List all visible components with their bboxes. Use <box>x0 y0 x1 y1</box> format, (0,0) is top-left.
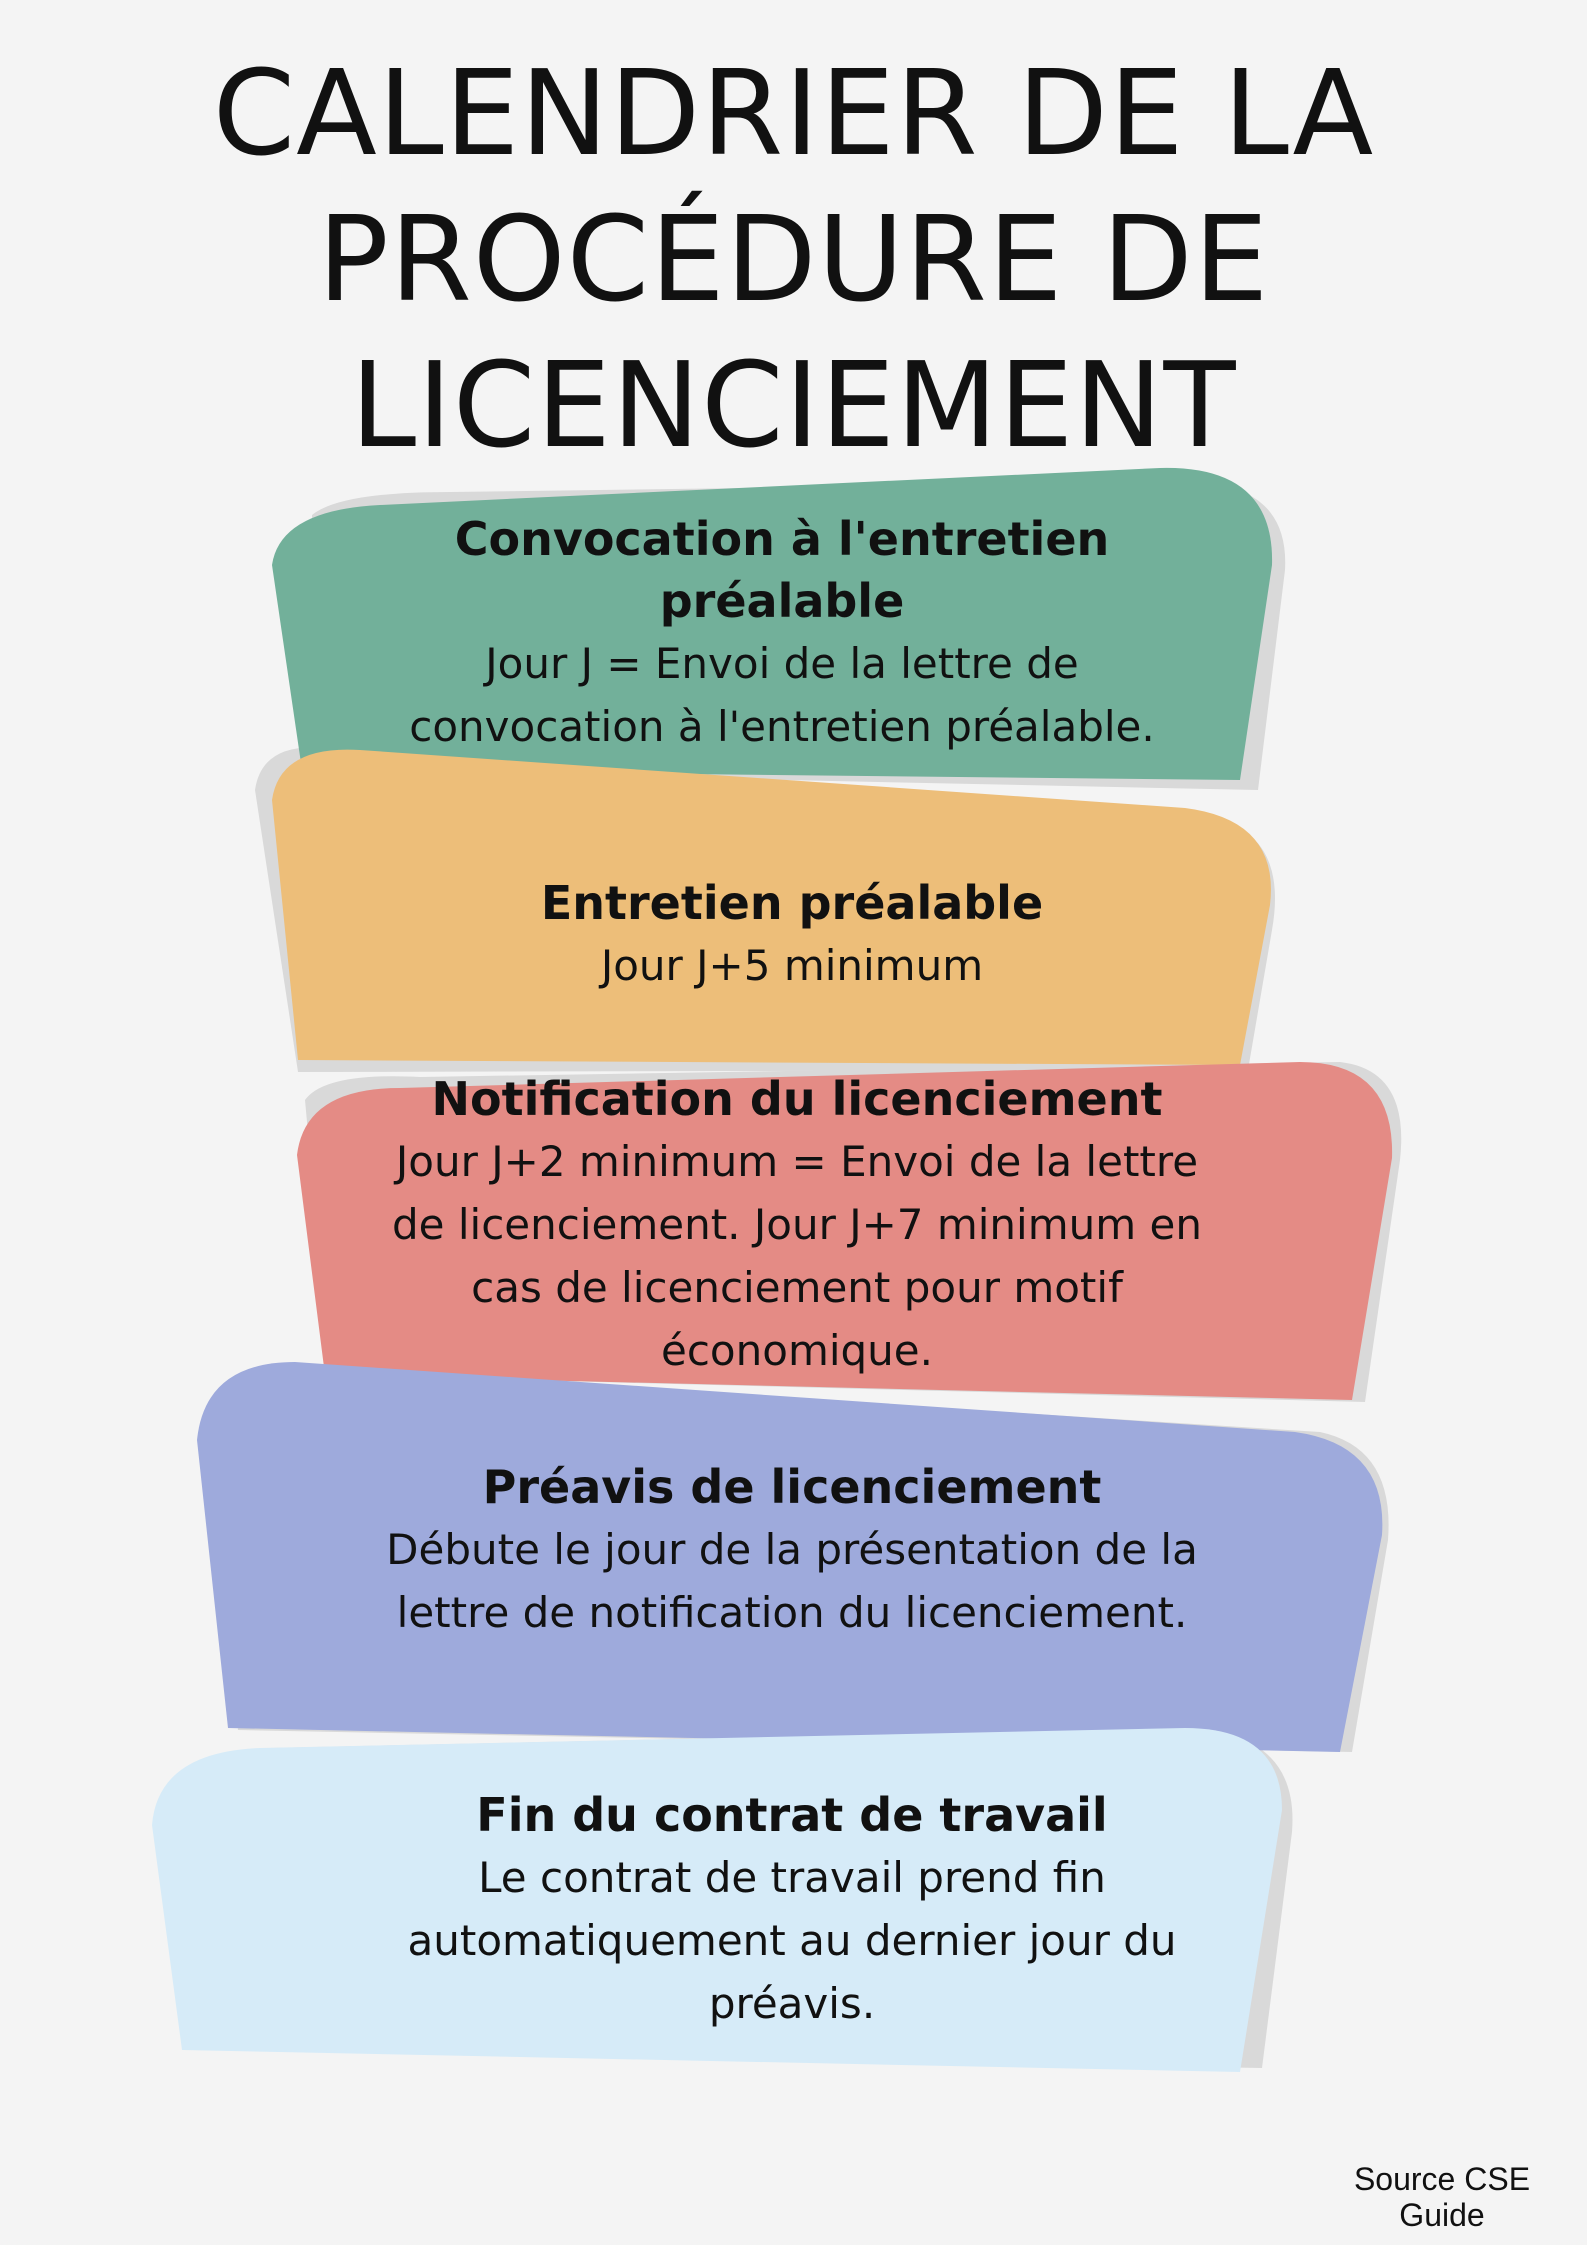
step-2-body: Jour J+5 minimum <box>600 941 984 990</box>
title-line-3: LICENCIEMENT <box>350 336 1237 474</box>
step-5-body: Le contrat de travail prend fin automatiquement au dernier jour du préavis. <box>407 1853 1177 2028</box>
title-line-2: PROCÉDURE DE <box>317 190 1270 328</box>
step-2-title: Entretien préalable <box>540 876 1044 930</box>
step-1-body: Jour J = Envoi de la lettre de convocation à l'entretien préalable. <box>409 639 1155 751</box>
step-1-title: Convocation à l'entretien préalable <box>454 512 1110 628</box>
step-4-body: Débute le jour de la présentation de la lettre de notification du licenciement. <box>386 1525 1198 1637</box>
step-5 <box>392 1784 1192 2035</box>
step-3 <box>372 1068 1222 1382</box>
title-line-1: CALENDRIER DE LA <box>212 44 1375 182</box>
step-4-title: Préavis de licenciement <box>482 1460 1102 1514</box>
step-3-body: Jour J+2 minimum = Envoi de la lettre de licenciement. Jour J+7 minimum en cas de licenciement pour motif économique. <box>392 1137 1202 1375</box>
step-2 <box>392 872 1192 997</box>
step-4 <box>372 1456 1212 1644</box>
step-3-title: Notification du licenciement <box>431 1072 1163 1126</box>
step-5-title: Fin du contrat de travail <box>476 1788 1108 1842</box>
source-credit: Source CSE Guide <box>1353 2161 1531 2233</box>
step-1 <box>362 508 1202 758</box>
